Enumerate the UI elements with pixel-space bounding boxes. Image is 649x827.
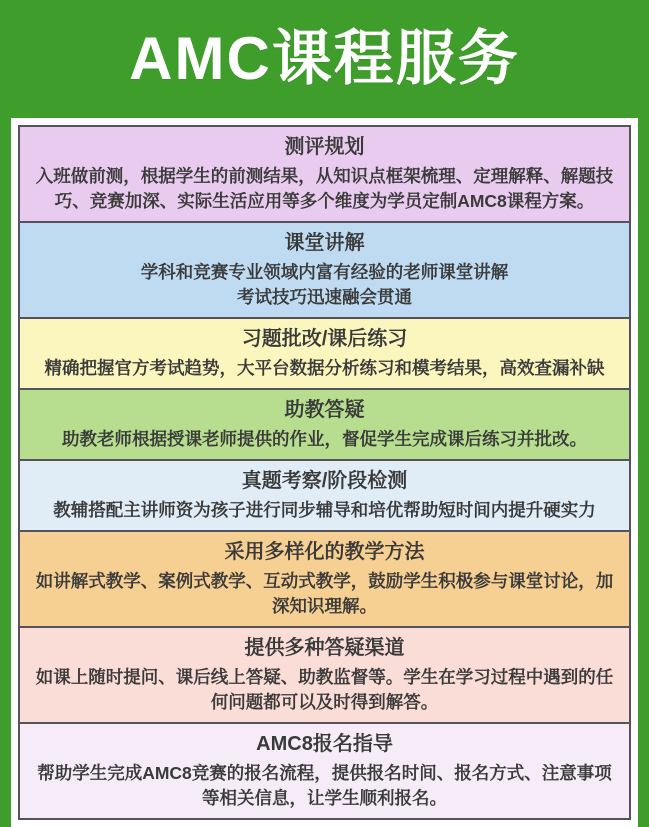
section-body-line: 帮助学生完成AMC8竞赛的报名流程，提供报名时间、报名方式、注意事项等相关信息，让学生顺利报名。 [37, 763, 612, 808]
section-title: 习题批改/课后练习 [241, 328, 408, 350]
service-section [18, 125, 631, 223]
section-body-line: 入班做前测，根据学生的前测结果，从知识点框架梳理、定理解释、解题技巧、竞赛加深、实际生活应用等多个维度为学员定制AMC8课程方案。 [35, 166, 614, 211]
section-title: 测评规划 [284, 136, 365, 158]
section-title: AMC8报名指导 [256, 733, 393, 755]
section-body-line: 教辅搭配主讲师资为孩子进行同步辅导和培优帮助短时间内提升硬实力 [53, 500, 596, 520]
section-body-line: 学科和竞赛专业领域内富有经验的老师课堂讲解 [140, 262, 509, 282]
section-body [30, 498, 619, 523]
section-body [30, 665, 619, 715]
section-body [30, 356, 619, 381]
service-section [18, 317, 631, 390]
service-section [18, 722, 631, 820]
section-body [30, 164, 619, 214]
service-section [18, 221, 631, 319]
section-body-line: 如讲解式教学、案例式教学、互动式教学，鼓励学生积极参与课堂讨论，加深知识理解。 [35, 571, 614, 616]
section-body [30, 260, 619, 310]
service-section [18, 530, 631, 628]
service-section [18, 459, 631, 532]
section-title: 课堂讲解 [284, 232, 365, 254]
section-title: 真题考察/阶段检测 [241, 470, 408, 492]
section-body-line: 助教老师根据授课老师提供的作业，督促学生完成课后练习并批改。 [62, 429, 587, 449]
section-body [30, 427, 619, 452]
services-panel [11, 118, 638, 827]
service-section [18, 626, 631, 724]
section-body-line: 考试技巧迅速融会贯通 [237, 287, 412, 307]
section-body-line: 精确把握官方考试趋势，大平台数据分析练习和模考结果，高效查漏补缺 [44, 358, 605, 378]
section-title: 提供多种答疑渠道 [244, 637, 405, 659]
poster-header [0, 0, 649, 118]
section-title: 采用多样化的教学方法 [224, 541, 425, 563]
section-body [30, 761, 619, 811]
section-body [30, 569, 619, 619]
section-body-line: 如课上随时提问、课后线上答疑、助教监督等。学生在学习过程中遇到的任何问题都可以及时得到解答。 [35, 667, 614, 712]
service-section [18, 388, 631, 461]
poster-title: AMC课程服务 [129, 25, 520, 92]
section-title: 助教答疑 [284, 399, 365, 421]
